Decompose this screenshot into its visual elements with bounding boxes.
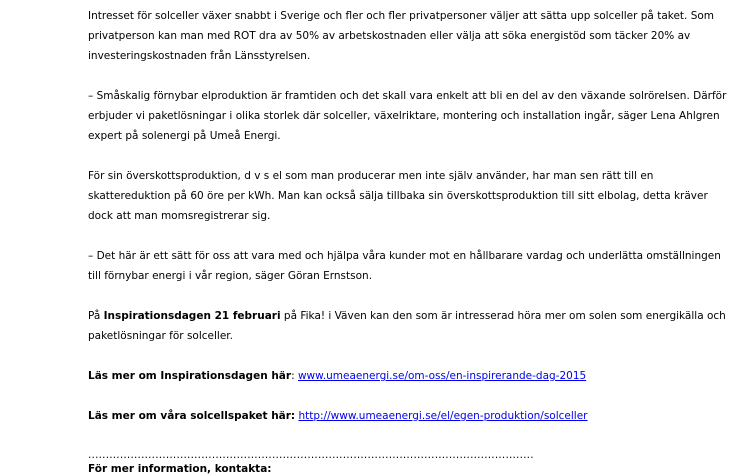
press-release-body — [88, 6, 728, 476]
inspiration-link-line — [88, 366, 728, 386]
spacer — [88, 386, 728, 406]
solar-link-label: Läs mer om våra solcellspaket här: — [88, 410, 296, 422]
inspiration-link-label: Läs mer om Inspirationsdagen här — [88, 370, 292, 382]
spacer — [88, 66, 728, 86]
spacer — [88, 346, 728, 366]
inspiration-link-colon: : — [291, 370, 298, 382]
paragraph-surplus: För sin överskottsproduktion, d v s el som man producerar men inte själv använder, har man sen rätt till en skattereduktion på 60 öre per kWh. Man kan också sälja tillbaka sin överskottsproduktion till sitt elbolag, detta kräver dock att man momsregistrerar sig. — [88, 170, 708, 222]
spacer — [88, 226, 728, 246]
spacer — [88, 426, 728, 448]
paragraph-inspiration-day — [88, 306, 728, 346]
paragraph-quote-lena: – Småskalig förnybar elproduktion är framtiden och det skall vara enkelt att bli en del av den växande solrörelsen. Därför erbjuder vi paketlösningar i olika storlek där solceller, växelriktare, montering och installation ingår, säger Lena Ahlgren expert på solenergi på Umeå Energi. — [88, 90, 727, 142]
spacer — [88, 146, 728, 166]
solar-link-line — [88, 406, 728, 426]
inspiration-day-bold: Inspirationsdagen 21 februari — [103, 310, 281, 322]
solar-link[interactable]: http://www.umeaenergi.se/el/egen-produktion/solceller — [298, 410, 588, 422]
inspiration-link[interactable]: www.umeaenergi.se/om-oss/en-inspirerande-dag-2015 — [297, 370, 587, 382]
dotted-separator: .............................................................................................................................. — [88, 449, 534, 461]
paragraph-intro: Intresset för solceller växer snabbt i Sverige och fler och fler privatpersoner väljer att sätta upp solceller på taket. Som privatperson kan man med ROT dra av 50% av arbetskostnaden eller välja att söka energistöd som täcker 20% av investeringskostnaden från Länsstyrelsen. — [88, 10, 715, 62]
inspiration-text-after: på Fika! i Väven kan den som är intresserad höra mer om solen som energikälla och paketlösningar för solceller. — [88, 310, 726, 342]
contact-heading: För mer information, kontakta: — [88, 463, 272, 475]
spacer — [88, 286, 728, 306]
paragraph-quote-goran: – Det här är ett sätt för oss att vara med och hjälpa våra kunder mot en hållbarare vardag och underlätta omställningen till förnybar energi i vår region, säger Göran Ernstson. — [88, 250, 721, 282]
inspiration-text-before: På — [88, 310, 104, 322]
